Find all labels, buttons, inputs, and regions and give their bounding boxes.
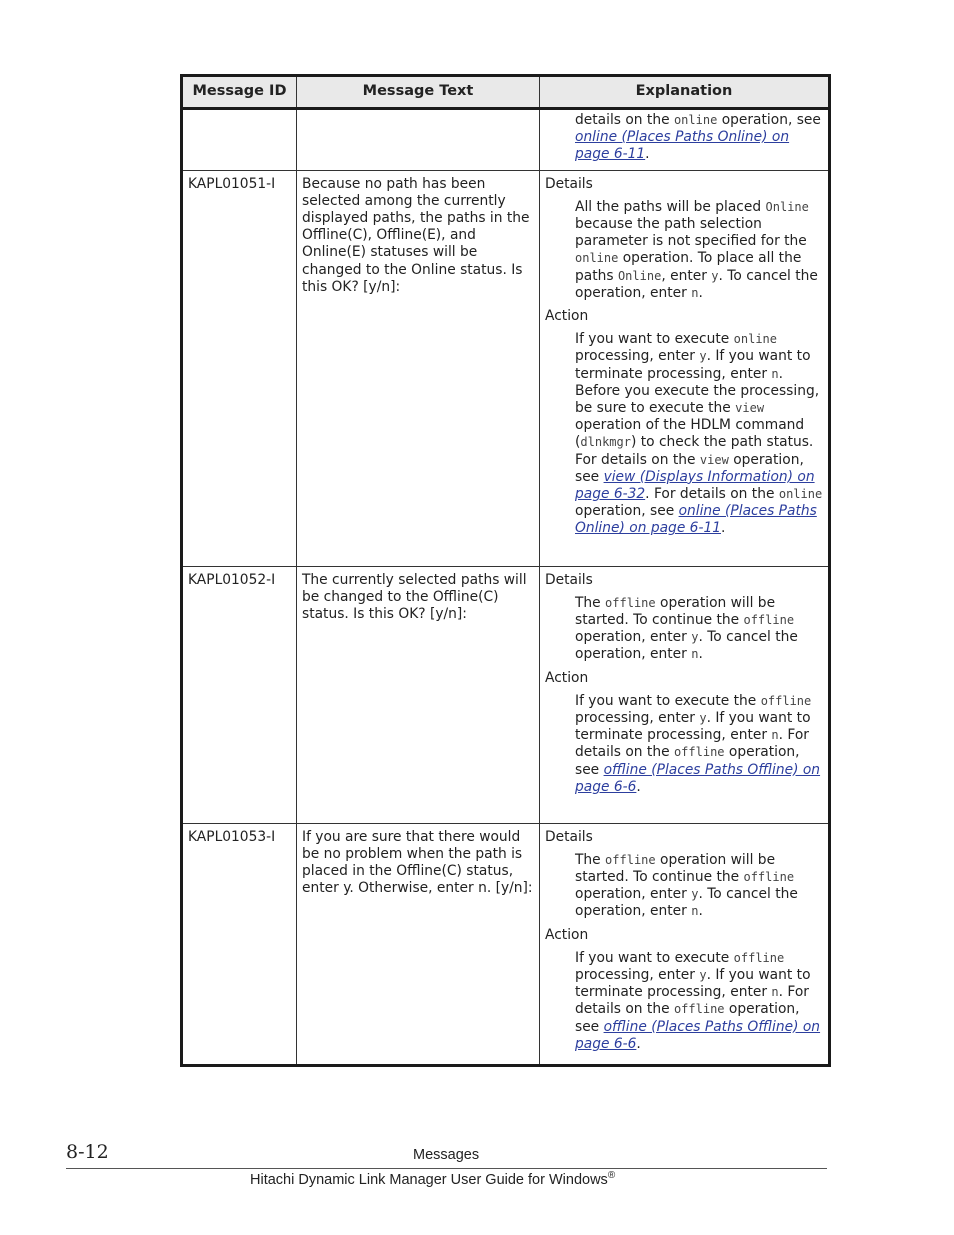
link-offline-places-paths-offline[interactable]: offline (Places Paths Offline) on page 6-6 <box>575 1018 821 1052</box>
link-online-places-paths-online[interactable]: online (Places Paths Online) on page 6-11 <box>575 129 790 163</box>
action-label: Action <box>545 669 589 686</box>
link-view-displays-information[interactable]: view (Displays Information) on page 6-32 <box>575 468 815 503</box>
command-code: online <box>673 113 718 127</box>
details-text: The offline operation will be started. To continue the offline operation, enter y. To cancel the operation, enter n. <box>575 594 798 663</box>
details-text: All the paths will be placed Online because the path selection parameter is not specified for the online operation. To place all the paths Online, enter y. To cancel the operation, enter n. <box>575 198 818 301</box>
cell-message-id: KAPL01052-I <box>182 566 297 823</box>
details-label: Details <box>545 828 593 845</box>
action-label: Action <box>545 308 589 325</box>
cell-explanation <box>540 109 830 171</box>
table-row <box>182 170 830 566</box>
cell-message-text <box>297 109 540 171</box>
action-text: If you want to execute the offline processing, enter y. If you want to terminate processing, enter n. For details on the offline operation, see offline (Places Paths Offline) on page 6-6. <box>575 692 821 795</box>
section-title: Messages <box>413 1147 480 1163</box>
action-text: If you want to execute offline processing, enter y. If you want to terminate processing, enter n. For details on the offline operation, see offline (Places Paths Offline) on page 6-6. <box>575 949 821 1052</box>
cell-explanation <box>540 823 830 1065</box>
details-label: Details <box>545 175 593 192</box>
details-text: The offline operation will be started. To continue the offline operation, enter y. To cancel the operation, enter n. <box>575 851 798 920</box>
cell-message-id: KAPL01053-I <box>182 823 297 1065</box>
table-row <box>182 823 830 1065</box>
header-message-text: Message Text <box>297 76 540 109</box>
table-header-row <box>182 76 830 109</box>
cell-explanation <box>540 566 830 823</box>
action-label: Action <box>545 926 589 943</box>
cell-message-text: Because no path has been selected among the currently displayed paths, the paths in the Offline(C), Offline(E), and Online(E) statuses will be changed to the Online status. Is this OK? [y/n]: <box>297 170 540 566</box>
cell-message-text: The currently selected paths will be changed to the Offline(C) status. Is this OK? [y/n]: <box>297 566 540 823</box>
link-offline-places-paths-offline[interactable]: offline (Places Paths Offline) on page 6-6 <box>575 761 821 795</box>
book-title: Hitachi Dynamic Link Manager User Guide for Windows® <box>250 1170 616 1188</box>
explanation-continuation: details on the online operation, see online (Places Paths Online) on page 6-11. <box>575 112 821 163</box>
header-message-id: Message ID <box>182 76 297 109</box>
footer-divider <box>66 1168 827 1169</box>
messages-table <box>180 74 831 1067</box>
table-row <box>182 566 830 823</box>
action-text: If you want to execute online processing, enter y. If you want to terminate processing, enter n. Before you execute the processing, be sure to execute the view operation of the HDLM command (dlnkmgr) to check the path status. For details on the view operation, see view (Displays Information) on page 6-32. For details on the online operation, see online (Places Paths Online) on page 6-11. <box>575 331 823 537</box>
cell-message-id <box>182 109 297 171</box>
cell-explanation <box>540 170 830 566</box>
cell-message-id: KAPL01051-I <box>182 170 297 566</box>
page-number: 8-12 <box>66 1141 109 1163</box>
cell-message-text: If you are sure that there would be no problem when the path is placed in the Offline(C) status, enter y. Otherwise, enter n. [y/n]: <box>297 823 540 1065</box>
details-label: Details <box>545 571 593 588</box>
table-row <box>182 109 830 171</box>
header-explanation: Explanation <box>540 76 830 109</box>
registered-mark: ® <box>607 1170 616 1181</box>
link-online-places-paths-online[interactable]: online (Places Paths Online) on page 6-11 <box>575 503 817 537</box>
